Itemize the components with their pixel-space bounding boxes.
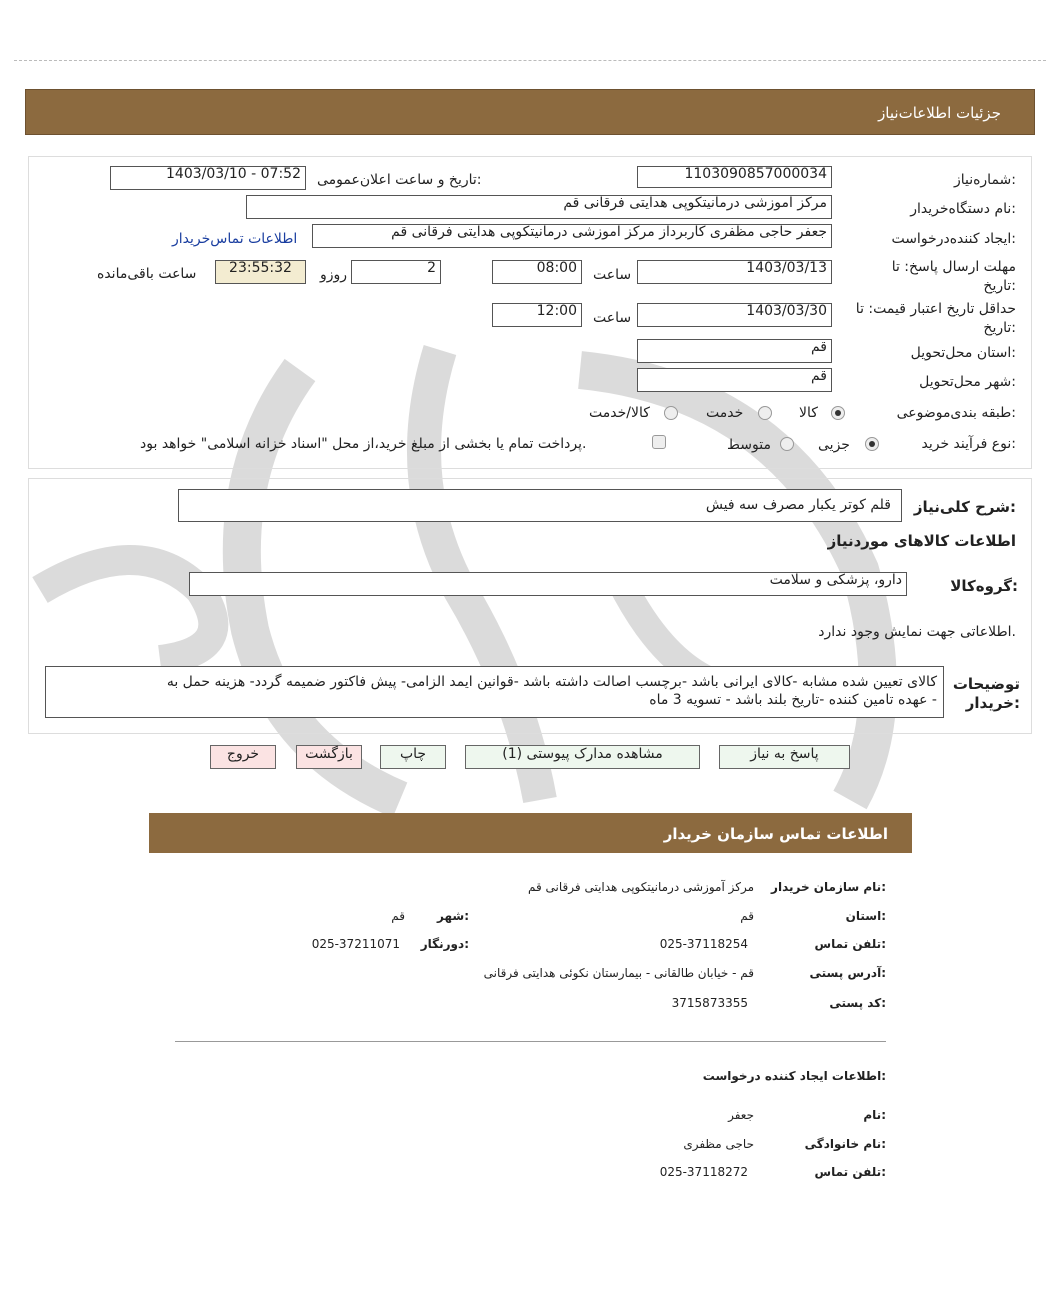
- summary-label: شرح کلی‌نیاز:: [913, 498, 1016, 516]
- city-field[interactable]: قم: [637, 368, 832, 392]
- category-goods-label: کالا: [799, 405, 818, 421]
- category-goods-service-label: کالا/خدمت: [589, 405, 650, 421]
- deadline-time-label: ساعت: [593, 267, 632, 283]
- validity-label: حداقل تاریخ اعتبار قیمت: تا تاریخ:: [855, 301, 1016, 336]
- buyer-description-label: توضیحات خریدار:: [952, 675, 1020, 712]
- process-label: نوع فرآیند خرید:: [921, 436, 1016, 452]
- category-goods-service-radio[interactable]: [664, 406, 678, 420]
- creator-phone-value: 025-37118272: [659, 1165, 748, 1179]
- treasury-payment-checkbox[interactable]: [652, 435, 666, 449]
- buyer-description-line-2: عهده تامین کننده -تاریخ بلند باشد - تسویه 3 ماه -: [649, 692, 937, 708]
- deadline-date-field[interactable]: 1403/03/13: [637, 260, 832, 284]
- days-label: روزو: [320, 267, 348, 283]
- category-goods-radio[interactable]: [831, 406, 845, 420]
- print-button[interactable]: چاپ: [380, 745, 446, 769]
- province-field[interactable]: قم: [637, 339, 832, 363]
- category-label: طبقه بندی‌موضوعی:: [896, 405, 1016, 421]
- page-header: [25, 89, 1035, 135]
- summary-field: قلم کوتر یکبار مصرف سه فیش: [178, 489, 902, 522]
- announce-field[interactable]: 1403/03/10 - 07:52: [110, 166, 306, 190]
- no-info-message: اطلاعاتی جهت نمایش وجود ندارد.: [818, 624, 1016, 640]
- creator-info-title: اطلاعات ایجاد کننده درخواست:: [702, 1069, 886, 1083]
- province-label: استان محل‌تحویل:: [910, 345, 1016, 361]
- contact-phone-value: 025-37118254: [659, 937, 748, 951]
- creator-family-value: حاجی مظفری: [683, 1137, 754, 1151]
- page-title: جزئیات اطلاعات‌نیاز: [878, 104, 1001, 122]
- process-medium-radio[interactable]: [780, 437, 794, 451]
- buyer-contact-link[interactable]: اطلاعات تماس‌خریدار: [172, 231, 298, 247]
- deadline-time-field[interactable]: 08:00: [492, 260, 582, 284]
- contact-city-value: قم: [391, 909, 405, 923]
- back-button[interactable]: بازگشت: [296, 745, 362, 769]
- contact-fax-label: دورنگار:: [420, 937, 469, 951]
- process-medium-label: متوسط: [727, 437, 771, 453]
- buyer-org-field[interactable]: مرکز اموزشی درمانیتکوپی هدایتی فرقانی قم: [246, 195, 832, 219]
- creator-name-value: جعفر: [728, 1108, 754, 1122]
- city-label: شهر محل‌تحویل:: [919, 374, 1016, 390]
- creator-name-label: نام:: [863, 1108, 886, 1122]
- process-minor-label: جزیی: [818, 437, 850, 453]
- creator-phone-label: تلفن تماس:: [814, 1165, 886, 1179]
- contact-org-value: مرکز آموزشی درمانیتکوپی هدایتی فرقانی قم: [528, 880, 754, 894]
- goods-group-label: گروه‌کالا:: [950, 577, 1018, 595]
- need-number-field[interactable]: 1103090857000034: [637, 166, 832, 188]
- exit-button[interactable]: خروج: [210, 745, 276, 769]
- goods-section-title: اطلاعات کالاهای موردنیاز: [827, 532, 1016, 550]
- contact-fax-value: 025-37211071: [311, 937, 400, 951]
- top-divider: [14, 60, 1046, 61]
- contact-postal-value: 3715873355: [671, 996, 748, 1010]
- contact-postal-label: کد پستی:: [829, 996, 886, 1010]
- category-service-label: خدمت: [706, 405, 744, 421]
- contact-section-header: [149, 813, 912, 853]
- category-service-radio[interactable]: [758, 406, 772, 420]
- contact-org-label: نام سازمان خریدار:: [771, 880, 886, 894]
- validity-time-label: ساعت: [593, 310, 632, 326]
- remaining-label: ساعت باقی‌مانده: [97, 266, 197, 282]
- creator-field[interactable]: جعفر حاجی مظفری کاربرداز مرکز اموزشی درمانیتکوپی هدایتی فرقانی قم: [312, 224, 832, 248]
- validity-date-field[interactable]: 1403/03/30: [637, 303, 832, 327]
- need-number-label: شماره‌نیاز:: [953, 172, 1016, 188]
- contact-province-label: استان:: [845, 909, 886, 923]
- remaining-time-field: 23:55:32: [215, 260, 306, 284]
- buyer-description-line-1: کالای تعیین شده مشابه -کالای ایرانی باشد -برچسب اصالت داشته باشد -قوانین ایمد الزامی- پیش فاکتور ضمیمه گردد- هزینه حمل به: [166, 674, 937, 690]
- contact-section-title: اطلاعات تماس سازمان خریدار: [663, 825, 888, 843]
- announce-label: تاریخ و ساعت اعلان‌عمومی:: [317, 172, 482, 188]
- contact-address-value: قم - خیابان طالقانی - بیمارستان نکوئی هدایتی فرقانی: [483, 966, 754, 980]
- process-minor-radio[interactable]: [865, 437, 879, 451]
- contact-city-label: شهر:: [437, 909, 469, 923]
- contact-address-label: آدرس پستی:: [809, 966, 886, 980]
- contact-province-value: قم: [740, 909, 754, 923]
- creator-family-label: نام خانوادگی:: [804, 1137, 886, 1151]
- treasury-payment-note: پرداخت تمام یا بخشی از مبلغ خرید،از محل "اسناد خزانه اسلامی" خواهد بود.: [140, 436, 587, 452]
- days-field[interactable]: 2: [351, 260, 441, 284]
- buyer-description-field: [45, 666, 944, 718]
- respond-button[interactable]: پاسخ به نیاز: [719, 745, 850, 769]
- validity-time-field[interactable]: 12:00: [492, 303, 582, 327]
- goods-group-field: دارو، پزشکی و سلامت: [189, 572, 907, 596]
- contact-phone-label: تلفن تماس:: [814, 937, 886, 951]
- attachments-button[interactable]: مشاهده مدارک پیوستی (1): [465, 745, 700, 769]
- contact-divider: [175, 1041, 886, 1042]
- deadline-label: مهلت ارسال پاسخ: تا تاریخ:: [891, 259, 1016, 294]
- creator-label: ایجاد کننده‌درخواست:: [891, 231, 1016, 247]
- buyer-org-label: نام دستگاه‌خریدار:: [910, 201, 1016, 217]
